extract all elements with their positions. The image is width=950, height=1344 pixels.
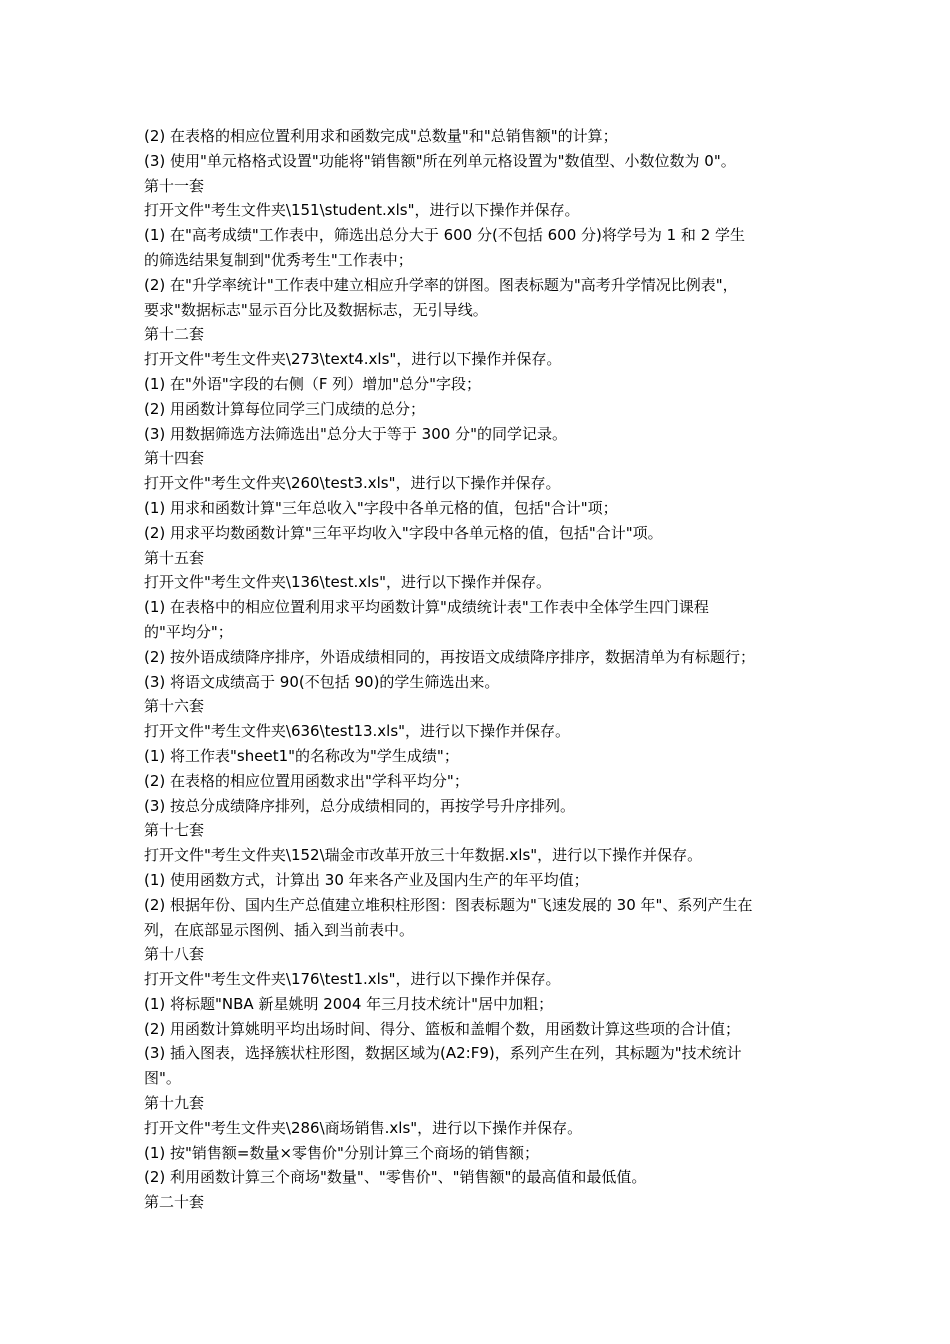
- text-line: 列，在底部显示图例、插入到当前表中。: [144, 920, 415, 939]
- text-line: 的筛选结果复制到"优秀考生"工作表中；: [144, 250, 413, 269]
- text-line: (2) 利用函数计算三个商场"数量"、"零售价"、"销售额"的最高值和最低值。: [144, 1168, 647, 1187]
- text-line: 打开文件"考生文件夹\636\test13.xls"，进行以下操作并保存。: [144, 722, 571, 741]
- text-line: (3) 将语文成绩高于 90(不包括 90)的学生筛选出来。: [144, 672, 500, 691]
- text-line: 打开文件"考生文件夹\260\test3.xls"，进行以下操作并保存。: [144, 474, 561, 493]
- text-line: (1) 用求和函数计算"三年总收入"字段中各单元格的值，包括"合计"项；: [144, 498, 618, 517]
- section-heading: 第十二套: [144, 325, 205, 344]
- text-line: (2) 在表格的相应位置用函数求出"学科平均分"；: [144, 771, 469, 790]
- text-line: (3) 使用"单元格格式设置"功能将"销售额"所在列单元格设置为"数值型、小数位数为 0"。: [144, 151, 736, 170]
- text-line: 打开文件"考生文件夹\176\test1.xls"，进行以下操作并保存。: [144, 970, 561, 989]
- text-line: (1) 使用函数方式，计算出 30 年来各产业及国内生产的年平均值；: [144, 870, 589, 889]
- section-heading: 第十四套: [144, 449, 205, 468]
- text-line: 打开文件"考生文件夹\152\瑞金市改革开放三十年数据.xls"，进行以下操作并保存。: [144, 846, 703, 865]
- section-heading: 第十一套: [144, 176, 205, 195]
- text-line: (1) 在表格中的相应位置利用求平均函数计算"成绩统计表"工作表中全体学生四门课程: [144, 598, 709, 617]
- text-line: (3) 按总分成绩降序排列，总分成绩相同的，再按学号升序排列。: [144, 796, 576, 815]
- section-heading: 第十六套: [144, 697, 205, 716]
- text-line: (1) 在"外语"字段的右侧（F 列）增加"总分"字段；: [144, 374, 482, 393]
- section-heading: 第十九套: [144, 1094, 205, 1113]
- text-line: 要求"数据标志"显示百分比及数据标志，无引导线。: [144, 300, 488, 319]
- text-line: 的"平均分"；: [144, 622, 233, 641]
- text-line: (2) 用函数计算姚明平均出场时间、得分、篮板和盖帽个数，用函数计算这些项的合计值；: [144, 1019, 741, 1038]
- text-line: (2) 用函数计算每位同学三门成绩的总分；: [144, 399, 426, 418]
- section-heading: 第十七套: [144, 821, 205, 840]
- section-heading: 第十五套: [144, 548, 205, 567]
- text-line: (2) 按外语成绩降序排序，外语成绩相同的，再按语文成绩降序排序，数据清单为有标题行；: [144, 647, 756, 666]
- text-line: (1) 将标题"NBA 新星姚明 2004 年三月技术统计"居中加粗；: [144, 994, 554, 1013]
- text-line: (2) 在"升学率统计"工作表中建立相应升学率的饼图。图表标题为"高考升学情况比例表"，: [144, 275, 738, 294]
- text-line: (1) 按"销售额=数量×零售价"分别计算三个商场的销售额；: [144, 1143, 539, 1162]
- text-line: 打开文件"考生文件夹\273\text4.xls"，进行以下操作并保存。: [144, 350, 562, 369]
- text-line: (2) 在表格的相应位置利用求和函数完成"总数量"和"总销售额"的计算；: [144, 127, 618, 145]
- text-line: (1) 将工作表"sheet1"的名称改为"学生成绩"；: [144, 746, 459, 765]
- text-line: 图"。: [144, 1069, 181, 1088]
- section-heading: 第二十套: [144, 1193, 205, 1212]
- text-line: (3) 插入图表，选择簇状柱形图，数据区域为(A2:F9)，系列产生在列，其标题为"技术统计: [144, 1044, 742, 1063]
- text-line: 打开文件"考生文件夹\151\student.xls"，进行以下操作并保存。: [144, 201, 580, 220]
- text-line: (2) 根据年份、国内生产总值建立堆积柱形图：图表标题为"飞速发展的 30 年"、系列产生在: [144, 895, 753, 914]
- text-line: 打开文件"考生文件夹\286\商场销售.xls"，进行以下操作并保存。: [144, 1118, 583, 1137]
- text-line: 打开文件"考生文件夹\136\test.xls"，进行以下操作并保存。: [144, 573, 551, 592]
- text-line: (3) 用数据筛选方法筛选出"总分大于等于 300 分"的同学记录。: [144, 424, 567, 443]
- text-line: (2) 用求平均数函数计算"三年平均收入"字段中各单元格的值，包括"合计"项。: [144, 523, 663, 542]
- section-heading: 第十八套: [144, 945, 205, 964]
- text-line: (1) 在"高考成绩"工作表中，筛选出总分大于 600 分(不包括 600 分)将学号为 1 和 2 学生: [144, 226, 746, 245]
- document-body: [144, 124, 816, 1215]
